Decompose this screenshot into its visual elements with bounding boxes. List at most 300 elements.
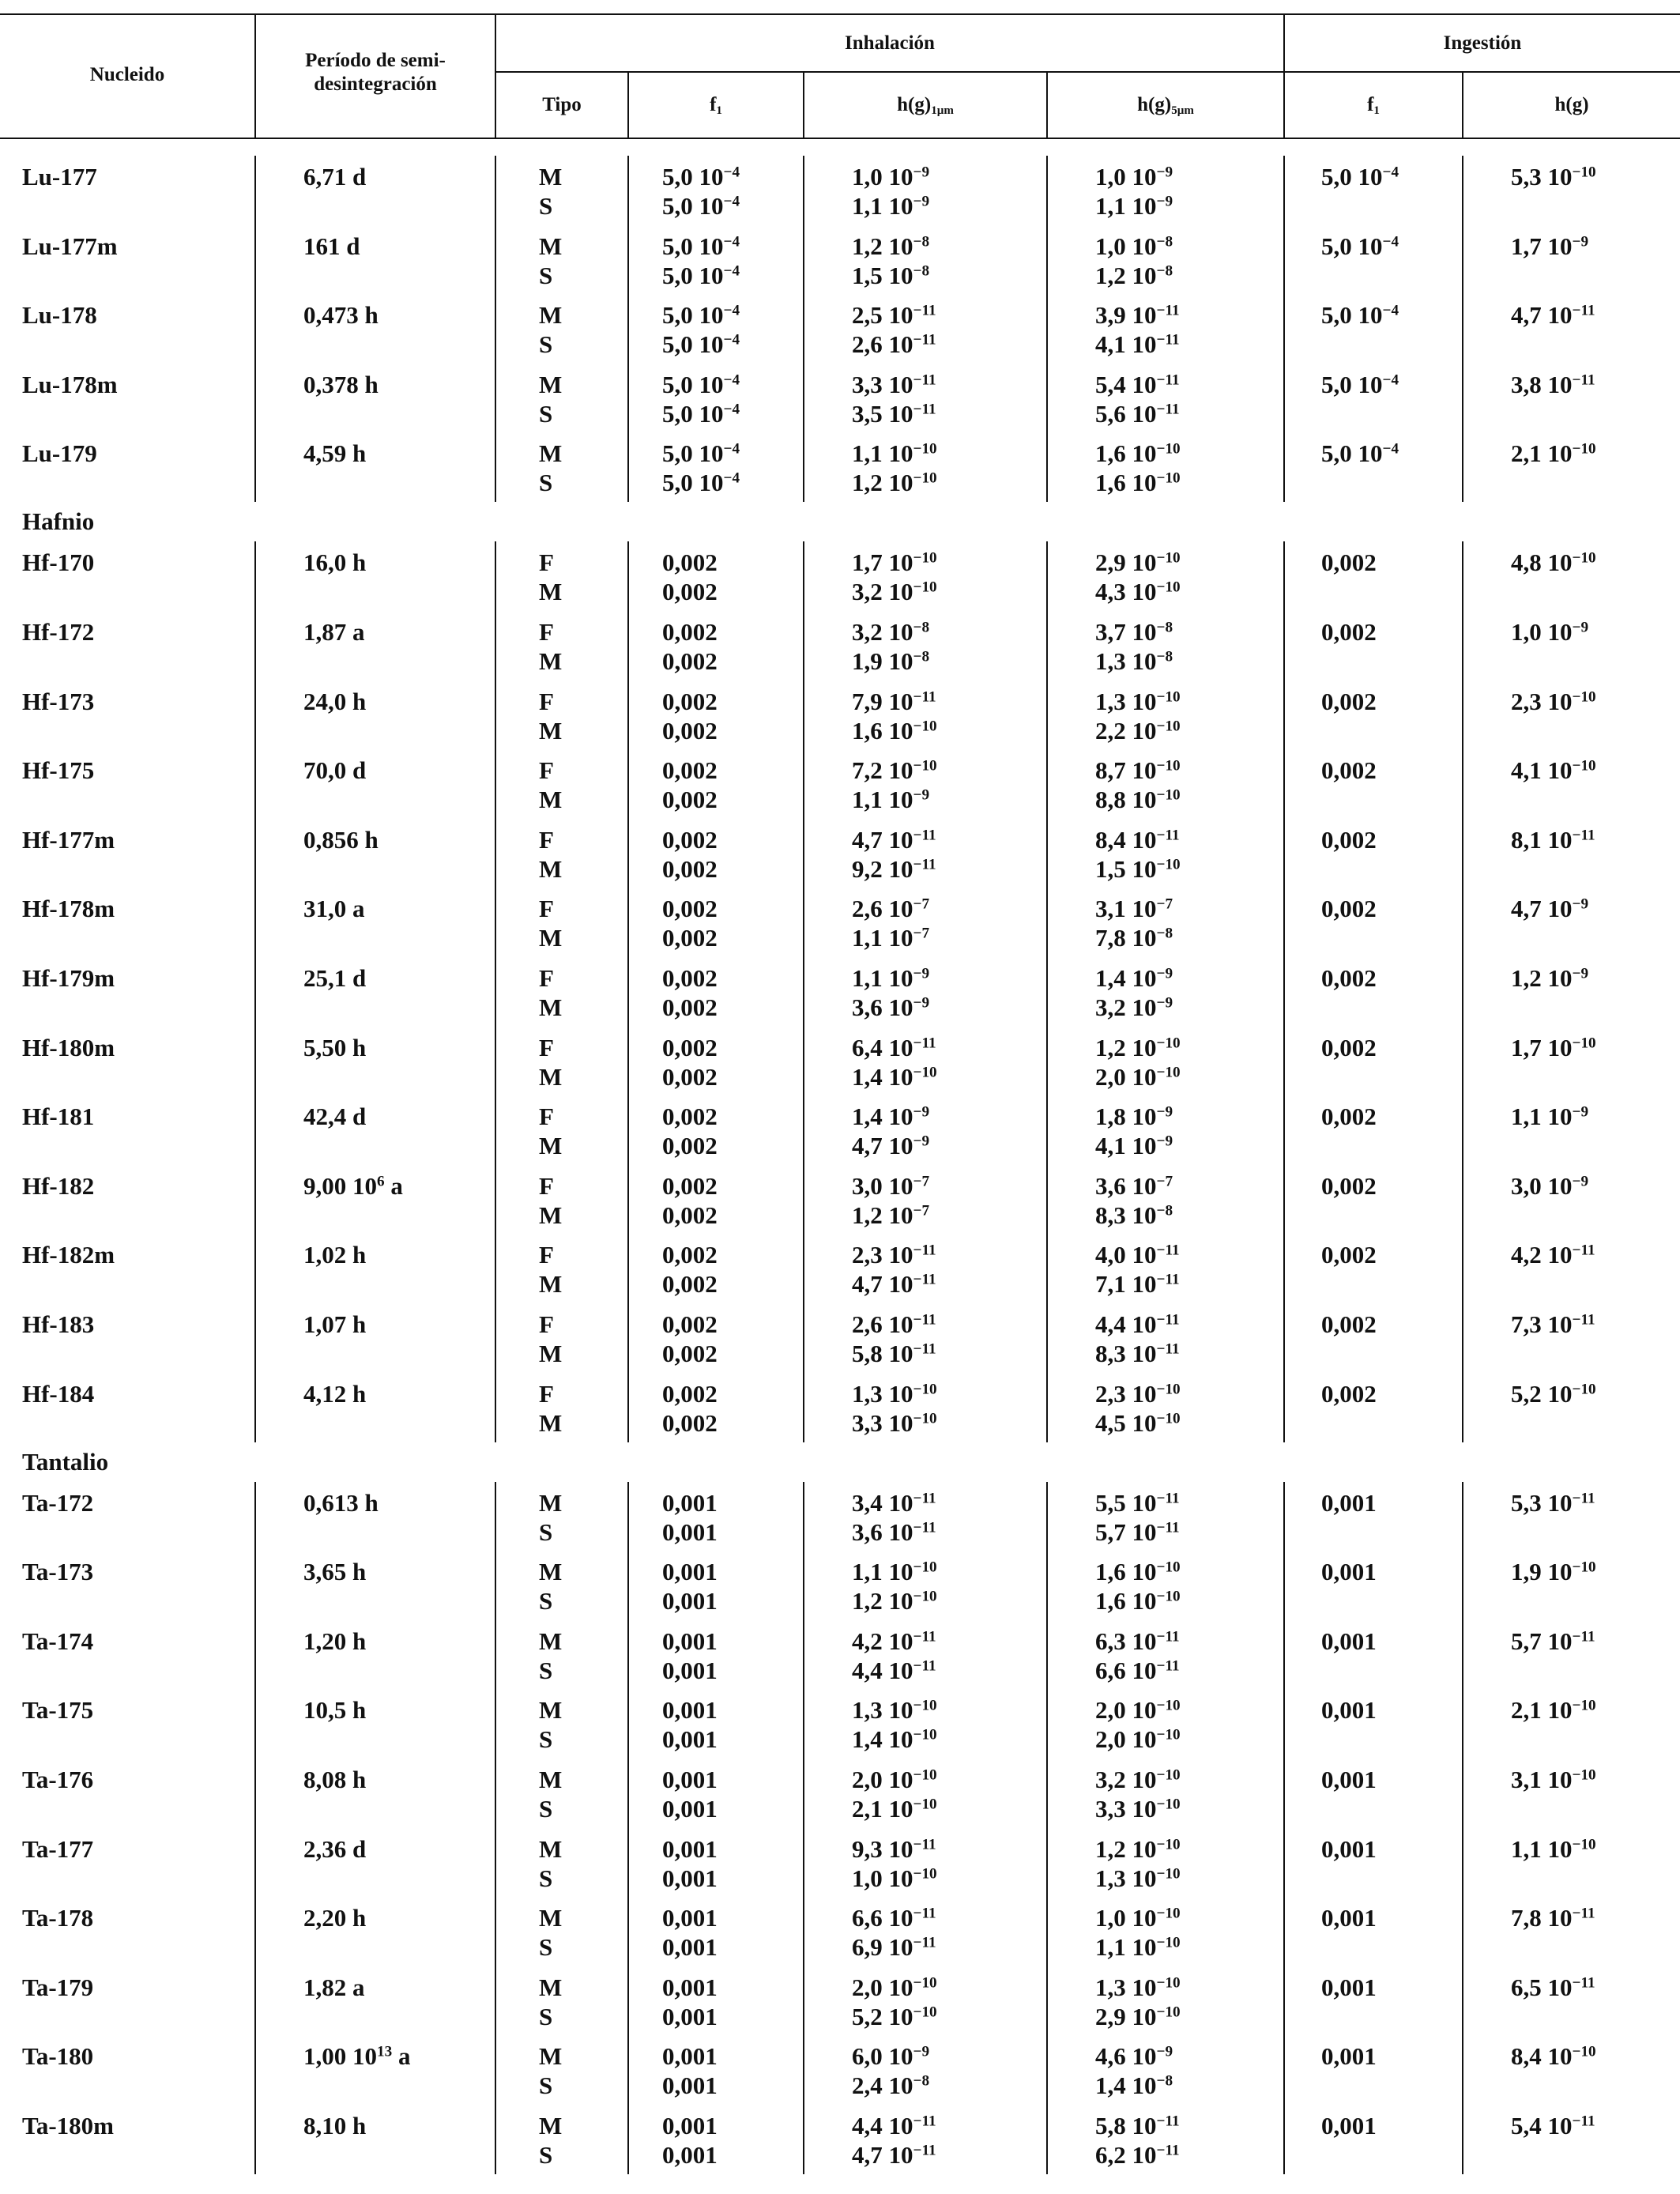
power-of-ten: 10 xyxy=(882,647,913,675)
tipo-cell: M xyxy=(539,370,563,398)
mantissa: 0,002 xyxy=(662,924,718,952)
periodo-value: 2,20 h xyxy=(303,1904,367,1932)
mantissa: 0,002 xyxy=(1321,825,1377,854)
h-ingestion-cell xyxy=(1511,1834,1596,1864)
exponent: −9 xyxy=(1156,164,1173,181)
power-of-ten: 10 xyxy=(1125,399,1157,428)
periodo-cell xyxy=(303,370,379,399)
h-1um-cell xyxy=(852,854,936,884)
mantissa: 6,0 xyxy=(852,2042,883,2071)
mantissa: 5,0 xyxy=(662,330,693,359)
nucleido-cell: Ta-176 xyxy=(22,1766,94,1793)
exponent: −10 xyxy=(913,1381,937,1398)
f1-ingestion-cell xyxy=(1321,1765,1377,1794)
h-5um-cell xyxy=(1095,2002,1181,2031)
periodo-cell xyxy=(303,1488,379,1517)
power-of-ten: 10 xyxy=(1125,163,1157,190)
periodo-value: 3,65 h xyxy=(303,1558,367,1586)
power-of-ten: 10 xyxy=(882,1408,913,1437)
periodo-value: 2,36 d xyxy=(303,1834,367,1863)
h-ingestion-cell xyxy=(1511,963,1588,993)
power-of-ten: 10 xyxy=(882,1904,913,1932)
mantissa: 3,5 xyxy=(852,399,883,428)
f1-inhalation-cell xyxy=(662,2041,718,2071)
power-of-ten: 10 xyxy=(1541,1103,1573,1131)
power-of-ten: 10 xyxy=(1125,578,1157,606)
exponent: −8 xyxy=(1156,619,1173,636)
nucleido-cell: Hf-181 xyxy=(22,1103,95,1131)
mantissa: 7,8 xyxy=(1095,924,1126,952)
h-ingestion-cell xyxy=(1511,2041,1596,2071)
tipo-cell: S xyxy=(539,1725,553,1754)
exponent: −11 xyxy=(1572,1628,1595,1646)
f1-inhalation-cell xyxy=(662,1695,718,1725)
exponent: −4 xyxy=(723,193,740,210)
mantissa: 0,002 xyxy=(662,548,718,577)
mantissa: 0,001 xyxy=(1321,1488,1377,1517)
nucleido-cell: Lu-177 xyxy=(22,163,97,190)
exponent: −10 xyxy=(1156,1381,1181,1398)
power-of-ten: 10 xyxy=(1125,2042,1157,2071)
h-ingestion-cell xyxy=(1511,894,1588,923)
nucleido-cell: Hf-182m xyxy=(22,1241,115,1269)
exponent: −11 xyxy=(913,1271,936,1288)
exponent: −9 xyxy=(1156,994,1173,1012)
f1-ingestion-cell xyxy=(1321,963,1377,993)
exponent: −4 xyxy=(1382,233,1399,251)
mantissa: 0,002 xyxy=(1321,618,1377,646)
column-rule xyxy=(1046,1482,1048,2174)
power-of-ten: 10 xyxy=(1125,439,1157,468)
mantissa: 0,001 xyxy=(662,2112,718,2139)
h-1um-cell xyxy=(852,1725,937,1754)
tipo-cell: F xyxy=(539,1379,554,1408)
h-1um-cell xyxy=(852,191,929,221)
exponent: −11 xyxy=(913,2113,936,2130)
power-of-ten: 10 xyxy=(1125,647,1157,675)
h-5um-cell xyxy=(1095,825,1180,854)
power-of-ten: 10 xyxy=(1125,716,1157,745)
header-tipo: Tipo xyxy=(542,94,582,115)
power-of-ten: 10 xyxy=(1125,1310,1157,1338)
power-of-ten: 10 xyxy=(1125,687,1157,715)
column-rule xyxy=(495,156,496,502)
mantissa: 8,7 xyxy=(1095,756,1126,785)
mantissa: 2,0 xyxy=(1095,1062,1126,1091)
exponent: −11 xyxy=(1156,1242,1180,1259)
h-5um-cell xyxy=(1095,756,1181,785)
mantissa: 0,002 xyxy=(1321,1033,1377,1061)
power-of-ten: 10 xyxy=(1541,756,1573,785)
exponent: −8 xyxy=(1156,1202,1173,1220)
nucleido-cell: Hf-184 xyxy=(22,1379,95,1408)
h-5um-cell xyxy=(1095,1765,1181,1794)
nucleido-cell: Lu-178 xyxy=(22,301,97,330)
periodo-value: 24,0 h xyxy=(303,687,367,715)
h-ingestion-cell xyxy=(1511,1973,1595,2002)
h-1um-cell xyxy=(852,1834,936,1864)
f1-inhalation-cell xyxy=(662,1765,718,1794)
h-5um-cell xyxy=(1095,300,1180,330)
power-of-ten: 10 xyxy=(882,756,913,785)
nucleido-cell: Hf-173 xyxy=(22,687,95,715)
h-ingestion-cell xyxy=(1511,1240,1595,1269)
exponent: −9 xyxy=(1156,2043,1173,2060)
mantissa: 0,001 xyxy=(662,2042,718,2071)
exponent: −10 xyxy=(913,718,937,735)
header-h-5um: $h(g)_{5\mu m}$ xyxy=(1137,94,1194,117)
exponent: −10 xyxy=(1572,1381,1596,1398)
power-of-ten: 10 xyxy=(1125,1340,1157,1367)
power-of-ten: 10 xyxy=(1541,1488,1573,1517)
h-1um-cell xyxy=(852,577,937,606)
mantissa: 8,3 xyxy=(1095,1340,1126,1367)
mantissa: 6,5 xyxy=(1511,1973,1542,2001)
exponent: −10 xyxy=(1156,1410,1181,1427)
f1-ingestion-cell xyxy=(1321,232,1399,261)
column-rule xyxy=(254,156,256,502)
exponent: −10 xyxy=(1572,688,1596,706)
mantissa: 5,0 xyxy=(662,301,693,330)
mantissa: 0,002 xyxy=(662,1310,718,1338)
h-5um-cell xyxy=(1095,1131,1173,1160)
exponent: −10 xyxy=(1572,757,1596,775)
mantissa: 5,4 xyxy=(1095,370,1126,398)
power-of-ten: 10 xyxy=(1125,1933,1157,1962)
tipo-cell: F xyxy=(539,618,554,646)
power-of-ten: 10 xyxy=(882,330,913,359)
h-1um-cell xyxy=(852,1131,929,1160)
mantissa: 1,0 xyxy=(1095,163,1126,190)
tipo-cell: M xyxy=(539,1488,563,1517)
power-of-ten: 10 xyxy=(1351,163,1383,190)
mantissa: 0,002 xyxy=(662,1379,718,1408)
tipo-cell: S xyxy=(539,1933,553,1962)
exponent: −10 xyxy=(913,1974,937,1992)
power-of-ten: 10 xyxy=(882,687,913,715)
tipo-cell: F xyxy=(539,756,554,785)
power-of-ten: 10 xyxy=(1541,895,1573,923)
exponent: −10 xyxy=(913,1588,937,1605)
nucleido-cell: Hf-172 xyxy=(22,618,95,646)
mantissa: 3,6 xyxy=(1095,1171,1126,1200)
tipo-cell: M xyxy=(539,786,563,814)
mantissa: 5,0 xyxy=(662,399,693,428)
column-rule xyxy=(254,541,256,1442)
f1-ingestion-cell xyxy=(1321,617,1377,647)
f1-inhalation-cell xyxy=(662,191,740,221)
power-of-ten: 10 xyxy=(1541,1241,1573,1269)
power-of-ten: 10 xyxy=(882,192,913,220)
power-of-ten: 10 xyxy=(1125,854,1157,883)
column-rule xyxy=(1046,156,1048,502)
power-of-ten: 10 xyxy=(882,1766,913,1793)
f1-ingestion-cell xyxy=(1321,300,1399,330)
exponent: −8 xyxy=(913,262,930,280)
f1-inhalation-cell xyxy=(662,785,718,814)
mantissa: 2,9 xyxy=(1095,2002,1126,2030)
mantissa: 1,2 xyxy=(1095,1033,1126,1061)
mantissa: 1,0 xyxy=(1095,1904,1126,1932)
mantissa: 1,7 xyxy=(1511,1033,1542,1061)
column-rule xyxy=(1283,1482,1285,2174)
periodo-value: 5,50 h xyxy=(303,1033,367,1061)
h-1um-cell xyxy=(852,1339,936,1368)
exponent: −10 xyxy=(913,1726,937,1744)
mantissa: 5,0 xyxy=(662,261,693,289)
mantissa: 1,2 xyxy=(1095,261,1126,289)
mantissa: 2,0 xyxy=(1095,1696,1126,1725)
exponent: −11 xyxy=(913,331,936,349)
h-5um-cell xyxy=(1095,577,1181,606)
nucleido-cell: Hf-182 xyxy=(22,1171,95,1200)
column-rule xyxy=(1462,156,1463,502)
power-of-ten: 10 xyxy=(1125,924,1157,952)
exponent: −4 xyxy=(723,262,740,280)
tipo-cell: M xyxy=(539,1132,563,1160)
column-rule xyxy=(254,1482,256,2174)
exponent: −11 xyxy=(1156,1490,1180,1507)
f1-inhalation-cell xyxy=(662,963,718,993)
power-of-ten: 10 xyxy=(882,1864,913,1892)
header-f1-inhalacion: $f_1$ xyxy=(710,94,722,117)
power-of-ten: 10 xyxy=(692,439,724,468)
mantissa: 9,3 xyxy=(852,1834,883,1863)
power-of-ten: 10 xyxy=(1541,1904,1573,1932)
periodo-cell xyxy=(303,1557,366,1586)
mantissa: 4,8 xyxy=(1511,548,1542,577)
h-1um-cell xyxy=(852,261,929,290)
exponent: −10 xyxy=(913,757,937,775)
tipo-cell: M xyxy=(539,1558,563,1586)
mantissa: 0,002 xyxy=(662,1340,718,1367)
power-of-ten: 10 xyxy=(1125,1517,1157,1546)
power-of-ten: 10 xyxy=(1351,370,1383,398)
exponent: −9 xyxy=(1572,1103,1589,1121)
f1-inhalation-cell xyxy=(662,1973,718,2002)
f1-ingestion-cell xyxy=(1321,162,1399,191)
power-of-ten: 10 xyxy=(882,1033,913,1061)
mantissa: 3,6 xyxy=(852,1517,883,1546)
power-of-ten: 10 xyxy=(1125,1696,1157,1725)
tipo-cell: S xyxy=(539,1864,553,1892)
mantissa: 1,8 xyxy=(1095,1103,1126,1131)
power-of-ten: 10 xyxy=(1125,2112,1157,2139)
header-divider-rule xyxy=(495,71,1680,73)
h-5um-cell xyxy=(1095,617,1173,647)
power-of-ten: 10 xyxy=(882,1241,913,1269)
mantissa: 0,002 xyxy=(1321,1103,1377,1131)
power-of-ten: 10 xyxy=(1125,1725,1157,1754)
mantissa: 0,002 xyxy=(662,1171,718,1200)
exponent: −4 xyxy=(1382,164,1399,181)
exponent: −9 xyxy=(1572,1173,1589,1190)
mantissa: 3,2 xyxy=(852,618,883,646)
exponent: −7 xyxy=(913,895,930,913)
mantissa: 1,9 xyxy=(852,647,883,675)
f1-ingestion-cell xyxy=(1321,1488,1377,1517)
mantissa: 2,6 xyxy=(852,330,883,359)
power-of-ten: 10 xyxy=(882,1627,913,1655)
h-5um-cell xyxy=(1095,1171,1173,1201)
mantissa: 0,002 xyxy=(662,647,718,675)
periodo-value: 0,613 h xyxy=(303,1488,379,1517)
f1-ingestion-cell xyxy=(1321,1102,1377,1131)
power-of-ten: 10 xyxy=(1541,1379,1573,1408)
mantissa: 1,1 xyxy=(852,786,883,814)
mantissa: 2,0 xyxy=(852,1973,883,2001)
mantissa: 8,8 xyxy=(1095,786,1126,814)
periodo-cell xyxy=(303,687,366,716)
mantissa: 0,002 xyxy=(662,716,718,745)
mantissa: 1,3 xyxy=(852,1379,883,1408)
mantissa: 5,4 xyxy=(1511,2112,1542,2139)
power-of-ten: 10 xyxy=(882,825,913,854)
nucleido-cell: Ta-174 xyxy=(22,1627,94,1655)
power-of-ten: 10 xyxy=(1125,1132,1157,1160)
exponent: −10 xyxy=(1156,1766,1181,1784)
f1-ingestion-cell xyxy=(1321,894,1377,923)
exponent: −10 xyxy=(1156,1588,1181,1605)
mantissa: 1,2 xyxy=(852,1201,883,1229)
mantissa: 6,6 xyxy=(1095,1656,1126,1684)
exponent: −10 xyxy=(1156,1934,1181,1951)
mantissa: 1,1 xyxy=(1511,1103,1542,1131)
power-of-ten: 10 xyxy=(1125,301,1157,330)
mantissa: 0,001 xyxy=(662,1587,718,1615)
tipo-cell: S xyxy=(539,2002,553,2030)
periodo-cell xyxy=(303,2111,366,2140)
periodo-cell xyxy=(303,1627,366,1656)
exponent: −10 xyxy=(1156,1836,1181,1853)
mantissa: 1,1 xyxy=(1095,192,1126,220)
exponent: −8 xyxy=(913,2072,930,2090)
mantissa: 0,002 xyxy=(1321,895,1377,923)
f1-inhalation-cell xyxy=(662,1240,718,1269)
h-5um-cell xyxy=(1095,1557,1181,1586)
periodo-cell xyxy=(303,617,365,647)
exponent: −11 xyxy=(1156,1628,1180,1646)
f1-ingestion-cell xyxy=(1321,1627,1377,1656)
periodo-value: 10,5 h xyxy=(303,1696,367,1725)
mantissa: 0,002 xyxy=(662,1241,718,1269)
periodo-cell xyxy=(303,1102,366,1131)
column-rule xyxy=(1283,156,1285,502)
h-1um-cell xyxy=(852,2071,929,2100)
mantissa: 3,2 xyxy=(852,578,883,606)
h-ingestion-cell xyxy=(1511,439,1596,468)
exponent: −10 xyxy=(1572,1836,1596,1853)
f1-ingestion-cell xyxy=(1321,756,1377,785)
power-of-ten: 10 xyxy=(1125,1270,1157,1299)
power-of-ten: 10 xyxy=(1125,964,1157,992)
periodo-cell xyxy=(303,1973,365,2002)
power-of-ten: 10 xyxy=(1541,1558,1573,1586)
exponent: −10 xyxy=(1572,2043,1596,2060)
mantissa: 1,6 xyxy=(1095,469,1126,497)
exponent: −10 xyxy=(1156,469,1181,487)
tipo-cell: S xyxy=(539,192,553,220)
power-of-ten: 10 xyxy=(1125,370,1157,398)
h-1um-cell xyxy=(852,963,929,993)
exponent: −8 xyxy=(1156,233,1173,251)
power-of-ten: 10 xyxy=(1125,261,1157,289)
power-of-ten: 10 xyxy=(1541,1171,1573,1200)
h-5um-cell xyxy=(1095,2111,1180,2140)
mantissa: 0,001 xyxy=(662,1864,718,1892)
h-5um-cell xyxy=(1095,191,1173,221)
f1-inhalation-cell xyxy=(662,577,718,606)
mantissa: 0,001 xyxy=(662,1656,718,1684)
mantissa: 1,5 xyxy=(1095,854,1126,883)
h-1um-cell xyxy=(852,716,937,745)
mantissa: 0,002 xyxy=(662,993,718,1021)
h-ingestion-cell xyxy=(1511,1171,1588,1201)
f1-inhalation-cell xyxy=(662,1408,718,1438)
h-5um-cell xyxy=(1095,1488,1180,1517)
power-of-ten: 10 xyxy=(1125,1241,1157,1269)
power-of-ten: 10 xyxy=(1541,964,1573,992)
f1-inhalation-cell xyxy=(662,687,718,716)
exponent: −11 xyxy=(1156,302,1180,319)
h-5um-cell xyxy=(1095,1656,1180,1685)
h-1um-cell xyxy=(852,232,929,261)
exponent: −11 xyxy=(1572,1490,1595,1507)
h-5um-cell xyxy=(1095,1339,1180,1368)
exponent: −10 xyxy=(913,2004,937,2021)
mantissa: 6,4 xyxy=(852,1033,883,1061)
mantissa: 2,4 xyxy=(852,2071,883,2100)
exponent: −10 xyxy=(1156,757,1181,775)
power-of-ten: 10 xyxy=(882,1132,913,1160)
mantissa: 8,3 xyxy=(1095,1201,1126,1229)
mantissa: 0,002 xyxy=(662,964,718,992)
tipo-cell: M xyxy=(539,301,563,330)
h-ingestion-cell xyxy=(1511,1488,1595,1517)
exponent: −10 xyxy=(913,1559,937,1576)
periodo-cell xyxy=(303,232,360,261)
nucleido-cell: Ta-180 xyxy=(22,2042,94,2071)
mantissa: 1,7 xyxy=(852,548,883,577)
mantissa: 1,2 xyxy=(852,1587,883,1615)
h-5um-cell xyxy=(1095,1379,1181,1408)
f1-inhalation-cell xyxy=(662,1932,718,1962)
nucleido-cell: Ta-172 xyxy=(22,1488,94,1517)
exponent: −10 xyxy=(1156,1865,1181,1883)
header-bottom-rule xyxy=(0,138,1680,139)
mantissa: 1,0 xyxy=(852,1864,883,1892)
power-of-ten: 10 xyxy=(1541,1973,1573,2001)
tipo-cell: S xyxy=(539,330,553,359)
exponent: −4 xyxy=(723,401,740,418)
tipo-cell: M xyxy=(539,924,563,952)
f1-inhalation-cell xyxy=(662,232,740,261)
power-of-ten: 10 xyxy=(882,1062,913,1091)
mantissa: 0,002 xyxy=(662,786,718,814)
mantissa: 4,7 xyxy=(1511,301,1542,330)
power-of-ten: 10 xyxy=(882,301,913,330)
mantissa: 6,2 xyxy=(1095,2141,1126,2169)
power-of-ten: 10 xyxy=(882,1696,913,1725)
exponent: −10 xyxy=(1156,1974,1181,1992)
exponent: −10 xyxy=(913,1697,937,1714)
f1-ingestion-cell xyxy=(1321,2111,1377,2140)
mantissa: 0,001 xyxy=(662,1795,718,1823)
exponent: −11 xyxy=(913,1836,936,1853)
mantissa: 5,0 xyxy=(662,232,693,260)
power-of-ten: 10 xyxy=(882,993,913,1021)
mantissa: 0,002 xyxy=(662,895,718,923)
